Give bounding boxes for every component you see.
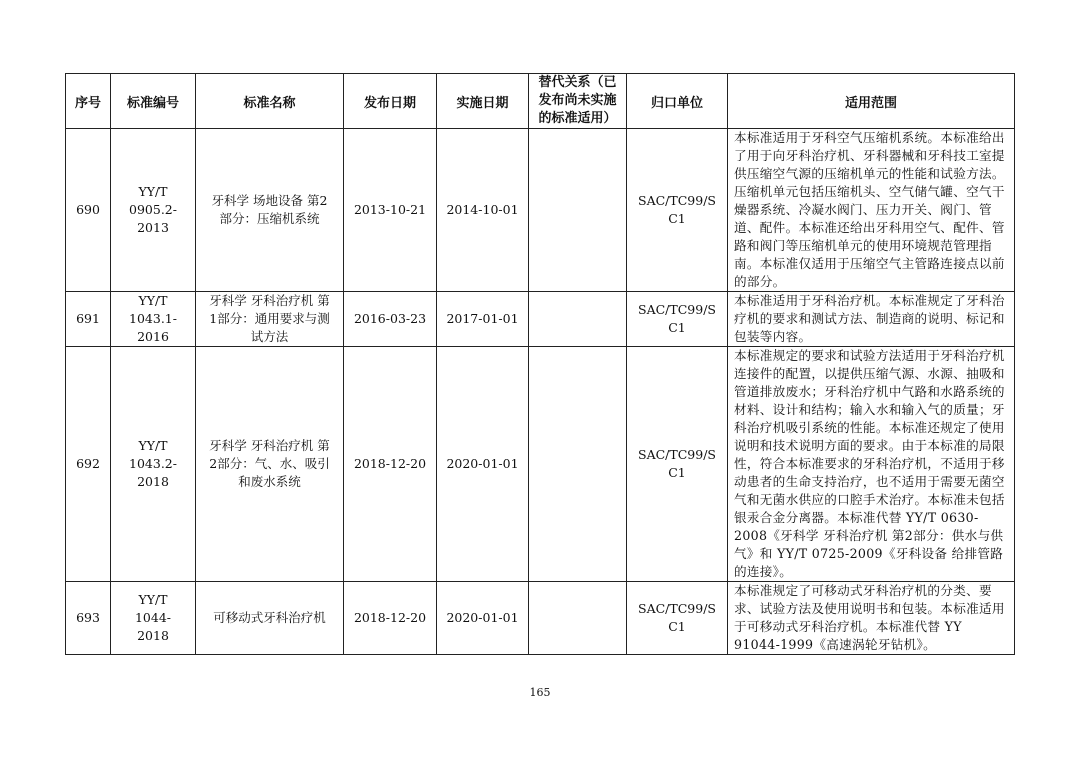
- header-no: 序号: [66, 74, 111, 129]
- cell-code: [111, 347, 196, 582]
- cell-publish-date: 2013-10-21: [344, 129, 437, 292]
- standards-table-container: [65, 73, 1014, 655]
- cell-unit-text: SAC/TC99/SC1: [638, 302, 716, 335]
- cell-code: [111, 582, 196, 655]
- table-row: [66, 347, 1015, 582]
- cell-name-text: 牙科学 场地设备 第2部分：压缩机系统: [211, 193, 328, 226]
- cell-code-text: YY/T 1043.2-2018: [129, 438, 177, 489]
- cell-name: [196, 292, 344, 347]
- cell-code: [111, 129, 196, 292]
- cell-unit-text: SAC/TC99/SC1: [638, 601, 716, 634]
- cell-name: 可移动式牙科治疗机: [196, 582, 344, 655]
- cell-scope: 本标准规定了可移动式牙科治疗机的分类、要求、试验方法及使用说明书和包装。本标准适用于可移动式牙科治疗机。本标准代替 YY 91044-1999《高速涡轮牙钻机》。: [728, 582, 1015, 655]
- cell-code-text: YY/T 1043.1-2016: [129, 293, 177, 344]
- cell-implement-date: 2020-01-01: [437, 347, 529, 582]
- cell-code-text: YY/T 0905.2-2013: [129, 184, 177, 235]
- table-row: [66, 129, 1015, 292]
- table-row: [66, 292, 1015, 347]
- cell-replacement: [529, 347, 627, 582]
- standards-table: [65, 73, 1015, 655]
- header-implement-date: 实施日期: [437, 74, 529, 129]
- cell-no: 691: [66, 292, 111, 347]
- page-number: 165: [529, 686, 551, 699]
- header-replacement: [529, 74, 627, 129]
- header-replacement-text: 替代关系（已发布尚未实施的标准适用）: [538, 75, 617, 126]
- header-unit: 归口单位: [627, 74, 728, 129]
- cell-no: 693: [66, 582, 111, 655]
- cell-scope: 本标准规定的要求和试验方法适用于牙科治疗机连接件的配置，以提供压缩气源、水源、抽吸和管道排放废水；牙科治疗机中气路和水路系统的材料、设计和结构；输入水和输入气的质量；牙科治疗机吸引系统的性能。本标准还规定了使用说明和技术说明方面的要求。由于本标准的局限性，符合本标准要求的牙科治疗机，不适用于移动患者的生命支持治疗，也不适用于需要无菌空气和无菌水供应的口腔手术治疗。本标准未包括银汞合金分离器。本标准代替 YY/T 0630-2008《牙科学 牙科治疗机 第2部分：供水与供气》和 YY/T 0725-2009《牙科设备 给排管路的连接》。: [728, 347, 1015, 582]
- header-scope: 适用范围: [728, 74, 1015, 129]
- cell-publish-date: 2016-03-23: [344, 292, 437, 347]
- cell-unit: [627, 292, 728, 347]
- cell-name-text: 牙科学 牙科治疗机 第1部分：通用要求与测试方法: [209, 293, 330, 344]
- cell-scope: 本标准适用于牙科空气压缩机系统。本标准给出了用于向牙科治疗机、牙科器械和牙科技工室提供压缩空气源的压缩机单元的性能和试验方法。压缩机单元包括压缩机头、空气储气罐、空气干燥器系统、冷凝水阀门、压力开关、阀门、管道、配件。本标准还给出牙科用空气、配件、管路和阀门等压缩机单元的使用环境规范管理指南。本标准仅适用于压缩空气主管路连接点以前的部分。: [728, 129, 1015, 292]
- header-publish-date: 发布日期: [344, 74, 437, 129]
- cell-replacement: [529, 292, 627, 347]
- cell-unit: [627, 582, 728, 655]
- cell-no: 690: [66, 129, 111, 292]
- cell-replacement: [529, 129, 627, 292]
- cell-name: [196, 347, 344, 582]
- header-code: 标准编号: [111, 74, 196, 129]
- cell-implement-date: 2020-01-01: [437, 582, 529, 655]
- header-name: 标准名称: [196, 74, 344, 129]
- cell-unit-text: SAC/TC99/SC1: [638, 193, 716, 226]
- cell-implement-date: 2014-10-01: [437, 129, 529, 292]
- cell-publish-date: 2018-12-20: [344, 347, 437, 582]
- cell-unit-text: SAC/TC99/SC1: [638, 447, 716, 480]
- cell-unit: [627, 347, 728, 582]
- cell-implement-date: 2017-01-01: [437, 292, 529, 347]
- header-row: [66, 74, 1015, 129]
- cell-publish-date: 2018-12-20: [344, 582, 437, 655]
- cell-name: [196, 129, 344, 292]
- cell-no: 692: [66, 347, 111, 582]
- cell-unit: [627, 129, 728, 292]
- cell-scope: 本标准适用于牙科治疗机。本标准规定了牙科治疗机的要求和测试方法、制造商的说明、标记和包装等内容。: [728, 292, 1015, 347]
- table-row: [66, 582, 1015, 655]
- cell-code: [111, 292, 196, 347]
- cell-code-text: YY/T 1044-2018: [134, 592, 172, 643]
- cell-replacement: [529, 582, 627, 655]
- cell-name-text: 牙科学 牙科治疗机 第2部分：气、水、吸引和废水系统: [209, 438, 330, 489]
